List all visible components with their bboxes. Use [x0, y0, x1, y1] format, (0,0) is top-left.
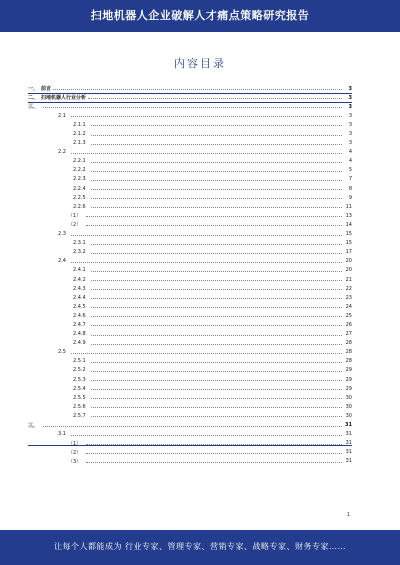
toc-dot-leader [91, 316, 342, 317]
toc-entry-number: 3.1 [58, 431, 66, 438]
toc-dot-leader [91, 171, 342, 172]
toc-dot-leader [91, 380, 342, 381]
toc-entry[interactable] [28, 448, 352, 457]
toc-entry[interactable] [28, 402, 352, 411]
toc-entry-page: 14 [345, 221, 352, 228]
toc-dot-leader [91, 371, 342, 372]
toc-entry[interactable] [28, 411, 352, 420]
footer-slogan: 让每个人都能成为 行业专家、管理专家、营销专家、战略专家、财务专家…… [53, 542, 347, 551]
toc-entry-number: 2.3.1 [73, 240, 86, 247]
toc-entry-number: 2.4.6 [73, 312, 86, 319]
toc-dot-leader [91, 344, 342, 345]
toc-entry-number: 2.2.4 [73, 185, 86, 192]
toc-entry-number: 2.5.1 [73, 358, 86, 365]
toc-dot-leader [86, 225, 342, 226]
toc-dot-leader [91, 162, 342, 163]
toc-entry[interactable] [28, 193, 352, 202]
toc-entry-number: （1） [68, 213, 82, 220]
toc-entry[interactable] [28, 211, 352, 220]
toc-dot-leader [71, 235, 342, 236]
toc-entry-page: 28 [345, 358, 352, 365]
toc-entry-page: 3 [348, 94, 352, 101]
toc-entry[interactable] [28, 157, 352, 166]
toc-entry-page: 4 [348, 158, 352, 165]
toc-entry[interactable] [28, 239, 352, 248]
toc-entry-page: 29 [345, 367, 352, 374]
toc-entry-page: 31 [345, 440, 352, 447]
toc-entry-page: 30 [345, 412, 352, 419]
toc-dot-leader [71, 435, 342, 436]
toc-entry[interactable] [28, 257, 352, 266]
toc-entry[interactable] [28, 266, 352, 275]
toc-dot-leader [86, 453, 342, 454]
toc-dot-leader [71, 153, 342, 154]
toc-entry-page: 29 [345, 376, 352, 383]
toc-entry-page: 27 [345, 331, 352, 338]
toc-entry-page: 20 [345, 267, 352, 274]
toc-entry-page: 3 [348, 131, 352, 138]
toc-dot-leader [91, 271, 342, 272]
toc-entry[interactable] [28, 202, 352, 211]
toc-entry-number: 2.4.4 [73, 294, 86, 301]
toc-dot-leader [91, 335, 342, 336]
toc-dot-leader [91, 207, 342, 208]
toc-entry-number: 2.2.5 [73, 194, 86, 201]
toc-entry-page: 30 [345, 394, 352, 401]
toc-dot-leader [86, 462, 342, 463]
toc-entry-number: 2.5.7 [73, 412, 86, 419]
toc-entry-title: 前言 [41, 86, 52, 93]
toc-entry[interactable] [28, 320, 352, 329]
toc-entry[interactable] [28, 430, 352, 439]
toc-dot-leader [91, 289, 342, 290]
toc-entry-page: 3 [348, 112, 352, 119]
toc-entry-number: 2.1.1 [73, 121, 86, 128]
toc-entry-page: 25 [345, 312, 352, 319]
toc-entry-number: 2.1.2 [73, 131, 86, 138]
toc-entry[interactable] [28, 366, 352, 375]
toc-entry-number: （2） [68, 449, 82, 456]
toc-entry[interactable] [28, 357, 352, 366]
toc-entry-number: 2.2.1 [73, 158, 86, 165]
toc-entry-page: 28 [345, 340, 352, 347]
toc-dot-leader [91, 407, 342, 408]
toc-entry[interactable] [28, 93, 352, 102]
toc-entry-page: 4 [348, 149, 352, 156]
toc-entry[interactable] [28, 284, 352, 293]
toc-dot-leader [91, 325, 342, 326]
toc-entry[interactable] [28, 330, 352, 339]
toc-dot-leader [88, 98, 342, 99]
toc-entry[interactable] [28, 311, 352, 320]
toc-entry-number: 2.4.3 [73, 285, 86, 292]
toc-entry-page: 3 [348, 121, 352, 128]
toc-entry[interactable] [28, 293, 352, 302]
toc-entry[interactable] [28, 220, 352, 229]
toc-dot-leader [91, 125, 342, 126]
toc-dot-leader [91, 416, 342, 417]
toc-dot-leader [91, 180, 342, 181]
toc-entry[interactable] [28, 120, 352, 129]
toc-entry-page: 3 [348, 85, 352, 92]
toc-entry-number: 2.4.9 [73, 340, 86, 347]
toc-entry-number: （3） [68, 458, 82, 465]
toc-entry-number: 2.3.2 [73, 249, 86, 256]
table-of-contents [28, 84, 352, 466]
toc-dot-leader [86, 216, 342, 217]
toc-entry-page: 7 [348, 176, 352, 183]
toc-entry-number: 2.4.5 [73, 303, 86, 310]
toc-entry[interactable] [28, 275, 352, 284]
toc-entry-number: 2.2.2 [73, 167, 86, 174]
toc-entry[interactable] [28, 248, 352, 257]
page-number: 1 [346, 512, 350, 518]
toc-entry-page: 28 [345, 349, 352, 356]
toc-entry-page: 31 [345, 449, 352, 456]
toc-entry-number: （1） [68, 440, 82, 447]
toc-entry-page: 30 [345, 403, 352, 410]
toc-dot-leader [91, 398, 342, 399]
toc-entry-page: 9 [348, 194, 352, 201]
toc-entry-page: 17 [345, 249, 352, 256]
toc-entry-number: 2.4.2 [73, 276, 86, 283]
toc-dot-leader [91, 362, 342, 363]
toc-entry[interactable] [28, 175, 352, 184]
toc-entry-page: 24 [345, 303, 352, 310]
toc-entry-number: 2.4.7 [73, 321, 86, 328]
toc-entry-number: 2.5.2 [73, 367, 86, 374]
toc-dot-leader [43, 426, 342, 427]
toc-entry[interactable] [28, 393, 352, 402]
toc-entry-page: 29 [345, 385, 352, 392]
toc-entry-number: 2.1 [58, 112, 66, 119]
toc-entry-title: 扫地机器人行业分析 [41, 95, 87, 102]
toc-entry-number: 2.5.5 [73, 394, 86, 401]
toc-entry-number: 2.4 [58, 258, 66, 265]
toc-entry[interactable] [28, 420, 352, 429]
toc-entry[interactable] [28, 302, 352, 311]
toc-entry[interactable] [28, 375, 352, 384]
toc-entry-number: 2.2.3 [73, 176, 86, 183]
toc-entry-page: 5 [348, 167, 352, 174]
toc-entry-page: 15 [345, 231, 352, 238]
toc-dot-leader [91, 253, 342, 254]
toc-entry[interactable] [28, 184, 352, 193]
toc-entry[interactable] [28, 230, 352, 239]
toc-entry-number: （2） [68, 222, 82, 229]
toc-entry-page: 8 [348, 185, 352, 192]
toc-entry[interactable] [28, 111, 352, 120]
toc-dot-leader [91, 189, 342, 190]
toc-dot-leader [91, 298, 342, 299]
toc-entry[interactable] [28, 457, 352, 466]
toc-dot-leader [86, 444, 342, 445]
toc-entry-page: 3 [348, 103, 352, 110]
toc-heading: 内容目录 [174, 57, 226, 70]
toc-entry-number: 2.5.6 [73, 403, 86, 410]
toc-entry-page: 31 [345, 458, 352, 465]
toc-dot-leader [71, 116, 342, 117]
toc-entry-page: 26 [345, 321, 352, 328]
toc-dot-leader [71, 353, 342, 354]
toc-entry[interactable] [28, 139, 352, 148]
toc-entry[interactable] [28, 339, 352, 348]
toc-entry[interactable] [28, 384, 352, 393]
toc-entry-number: 2.3 [58, 231, 66, 238]
toc-dot-leader [91, 307, 342, 308]
report-title: 扫地机器人企业破解人才痛点策略研究报告 [90, 9, 310, 22]
toc-entry-number: 一、 [28, 86, 39, 93]
toc-entry[interactable] [28, 439, 352, 448]
header-divider [0, 30, 400, 32]
toc-entry-number: 三、 [28, 104, 39, 111]
toc-dot-leader [91, 244, 342, 245]
toc-entry[interactable] [28, 166, 352, 175]
toc-entry-number: 2.4.8 [73, 331, 86, 338]
toc-dot-leader [91, 144, 342, 145]
toc-entry-number: 三、 [28, 422, 39, 429]
toc-entry[interactable] [28, 102, 352, 111]
toc-entry-number: 2.4.1 [73, 267, 86, 274]
toc-entry-page: 21 [345, 276, 352, 283]
toc-entry-number: 2.5 [58, 349, 66, 356]
toc-dot-leader [43, 107, 342, 108]
toc-entry-page: 3 [348, 140, 352, 147]
toc-entry-number: 2.2 [58, 149, 66, 156]
toc-entry[interactable] [28, 129, 352, 138]
toc-entry-page: 20 [345, 258, 352, 265]
toc-entry[interactable] [28, 148, 352, 157]
toc-entry-number: 2.5.3 [73, 376, 86, 383]
toc-dot-leader [91, 389, 342, 390]
toc-entry-page: 13 [345, 212, 352, 219]
toc-entry-page: 22 [345, 285, 352, 292]
toc-dot-leader [91, 198, 342, 199]
toc-entry-page: 11 [345, 203, 352, 210]
toc-entry-page: 15 [345, 240, 352, 247]
toc-entry-number: 2.5.4 [73, 385, 86, 392]
toc-entry-number: 2.2.6 [73, 203, 86, 210]
toc-entry-number: 二、 [28, 95, 39, 102]
toc-entry-page: 23 [345, 294, 352, 301]
toc-dot-leader [71, 262, 342, 263]
toc-dot-leader [53, 89, 342, 90]
toc-dot-leader [91, 280, 342, 281]
toc-entry[interactable] [28, 348, 352, 357]
toc-entry-page: 31 [345, 422, 352, 429]
toc-entry-page: 31 [345, 431, 352, 438]
toc-entry-number: 2.1.3 [73, 140, 86, 147]
toc-entry[interactable] [28, 84, 352, 93]
toc-dot-leader [91, 135, 342, 136]
